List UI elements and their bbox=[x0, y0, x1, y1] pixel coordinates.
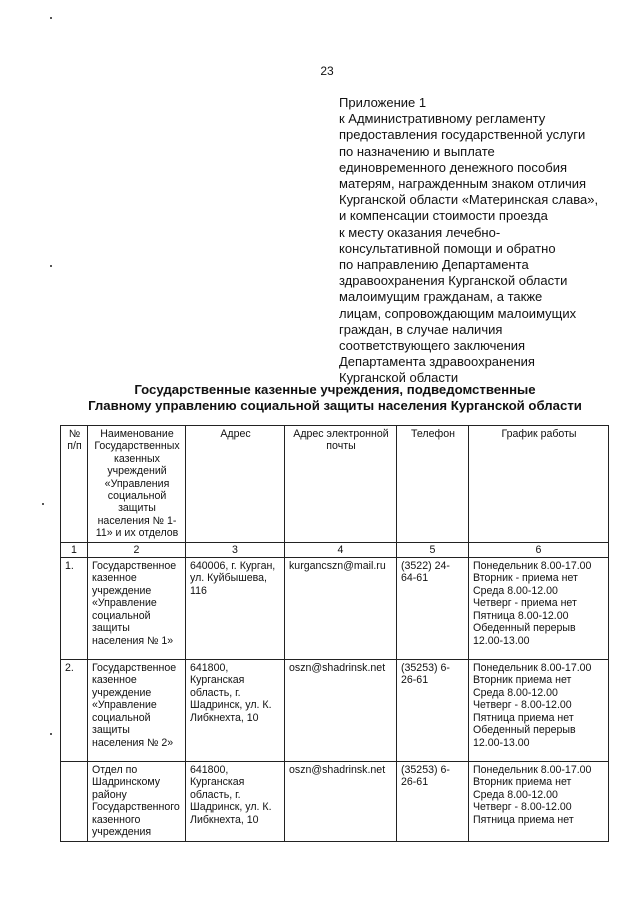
table-row bbox=[61, 660, 609, 762]
institution-schedule bbox=[469, 660, 609, 762]
schedule-line: Пятница приема нет bbox=[473, 711, 574, 724]
table-row bbox=[61, 558, 609, 660]
column-number: 1 bbox=[61, 542, 88, 557]
header-address: Адрес bbox=[186, 426, 285, 543]
institution-phone: (3522) 24-64-61 bbox=[397, 558, 469, 660]
title-line-2: Главному управлению социальной защиты населения Курганской области bbox=[88, 398, 582, 413]
column-number-row bbox=[61, 542, 609, 557]
schedule-line: Понедельник 8.00-17.00 bbox=[473, 560, 592, 573]
schedule-line: Вторник приема нет bbox=[473, 674, 572, 687]
appendix-line: и компенсации стоимости проезда bbox=[339, 208, 548, 224]
appendix-line: единовременного денежного пособия bbox=[339, 159, 567, 175]
header-email: Адрес электронной почты bbox=[285, 426, 397, 543]
appendix-line: Курганской области «Материнская слава», bbox=[339, 192, 599, 208]
department-address: 641800, Курганская область, г. Шадринск, ул. К. Либкнехта, 10 bbox=[186, 762, 285, 842]
appendix-line: малоимущим гражданам, а также bbox=[339, 289, 543, 305]
schedule-line: Вторник - приема нет bbox=[473, 572, 578, 585]
appendix-line: здравоохранения Курганской области bbox=[339, 273, 568, 289]
department-phone: (35253) 6-26-61 bbox=[397, 762, 469, 842]
schedule-line: Пятница 8.00-12.00 bbox=[473, 609, 569, 622]
schedule-line: Вторник приема нет bbox=[473, 776, 572, 789]
appendix-line: по назначению и выплате bbox=[339, 143, 495, 159]
appendix-line: по направлению Департамента bbox=[339, 257, 529, 273]
column-number: 2 bbox=[88, 542, 186, 557]
institution-email: oszn@shadrinsk.net bbox=[285, 660, 397, 762]
appendix-line: Департамента здравоохранения bbox=[339, 354, 535, 370]
schedule-line: Среда 8.00-12.00 bbox=[473, 584, 558, 597]
scan-mark bbox=[50, 265, 52, 267]
schedule-line: Четверг - приема нет bbox=[473, 597, 577, 610]
schedule-line: Среда 8.00-12.00 bbox=[473, 686, 558, 699]
header-no: № п/п bbox=[61, 426, 88, 543]
title-line-1: Государственные казенные учреждения, подведомственные bbox=[134, 382, 536, 397]
department-email: oszn@shadrinsk.net bbox=[285, 762, 397, 842]
column-number: 6 bbox=[469, 542, 609, 557]
institution-name: Государственное казенное учреждение «Управление социальной защиты населения № 1» bbox=[88, 558, 186, 660]
scan-mark bbox=[50, 17, 52, 19]
institutions-table bbox=[60, 425, 609, 842]
header-schedule: График работы bbox=[469, 426, 609, 543]
schedule-line: Обеденный перерыв 12.00-13.00 bbox=[473, 622, 576, 647]
scan-mark bbox=[50, 733, 52, 735]
appendix-line: Курганской области bbox=[339, 370, 459, 386]
institution-phone: (35253) 6-26-61 bbox=[397, 660, 469, 762]
appendix-line: Приложение 1 bbox=[339, 95, 427, 110]
table-row bbox=[61, 762, 609, 842]
appendix-line: граждан, в случае наличия bbox=[339, 321, 503, 337]
schedule-line: Пятница приема нет bbox=[473, 813, 574, 826]
page-number: 23 bbox=[320, 64, 334, 78]
appendix-line: лицам, сопровождающим малоимущих bbox=[339, 305, 577, 321]
appendix-line: консультативной помощи и обратно bbox=[339, 240, 556, 256]
appendix-line: матерям, награжденным знаком отличия bbox=[339, 176, 587, 192]
appendix-line: к Административному регламенту bbox=[339, 111, 546, 127]
scan-mark bbox=[42, 503, 44, 505]
institution-email: kurgancszn@mail.ru bbox=[285, 558, 397, 660]
schedule-line: Понедельник 8.00-17.00 bbox=[473, 662, 592, 675]
schedule-line: Среда 8.00-12.00 bbox=[473, 788, 558, 801]
appendix-block bbox=[339, 95, 619, 387]
institution-name: Государственное казенное учреждение «Управление социальной защиты населения № 2» bbox=[88, 660, 186, 762]
appendix-line: к месту оказания лечебно- bbox=[339, 224, 501, 240]
header-phone: Телефон bbox=[397, 426, 469, 543]
institution-address: 641800, Курганская область, г. Шадринск, ул. К. Либкнехта, 10 bbox=[186, 660, 285, 762]
institution-address: 640006, г. Курган, ул. Куйбышева, 116 bbox=[186, 558, 285, 660]
appendix-line: предоставления государственной услуги bbox=[339, 127, 586, 143]
schedule-line: Четверг - 8.00-12.00 bbox=[473, 801, 572, 814]
column-number: 5 bbox=[397, 542, 469, 557]
row-number bbox=[61, 762, 88, 842]
row-number: 1. bbox=[61, 558, 88, 660]
department-schedule bbox=[469, 762, 609, 842]
institution-schedule bbox=[469, 558, 609, 660]
schedule-line: Четверг - 8.00-12.00 bbox=[473, 699, 572, 712]
appendix-line: соответствующего заключения bbox=[339, 338, 526, 354]
department-name: Отдел по Шадринскому району Государственного казенного учреждения bbox=[88, 762, 186, 842]
schedule-line: Понедельник 8.00-17.00 bbox=[473, 764, 592, 777]
column-number: 3 bbox=[186, 542, 285, 557]
row-number: 2. bbox=[61, 660, 88, 762]
table-header-row bbox=[61, 426, 609, 543]
column-number: 4 bbox=[285, 542, 397, 557]
header-name: Наименование Государственных казенных учреждений «Управления социальной защиты населения № 1-11» и их отделов bbox=[88, 426, 186, 543]
document-title bbox=[40, 382, 630, 414]
schedule-line: Обеденный перерыв 12.00-13.00 bbox=[473, 724, 576, 749]
